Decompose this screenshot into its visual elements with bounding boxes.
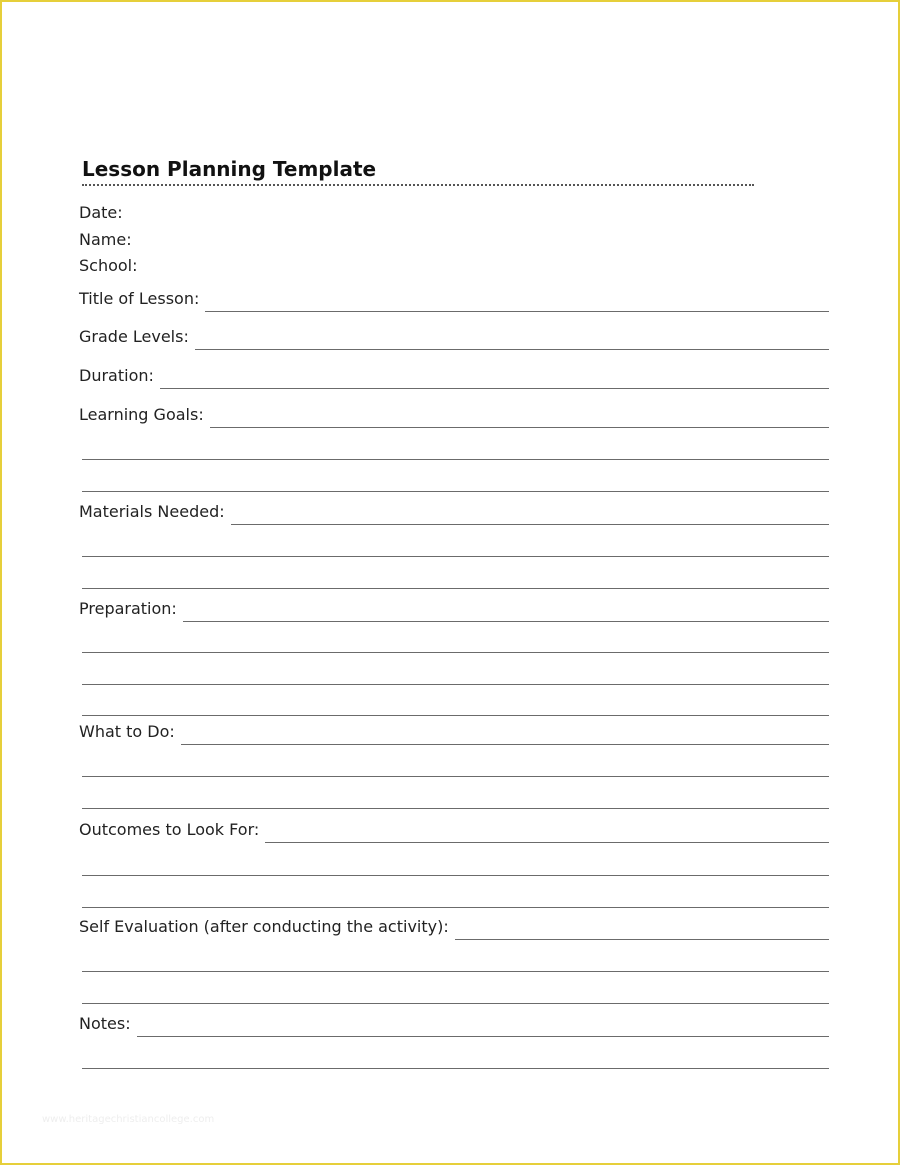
grade-levels-line[interactable]: [195, 349, 829, 350]
what-to-do-line[interactable]: [181, 744, 829, 745]
self-evaluation-label: Self Evaluation (after conducting the activity):: [79, 917, 449, 936]
school-label: School:: [79, 256, 138, 275]
learning-goals-extra-line[interactable]: [82, 459, 829, 460]
preparation-field[interactable]: [79, 600, 829, 622]
self-evaluation-line[interactable]: [455, 939, 829, 940]
title-dotted-rule: [82, 184, 754, 186]
date-label: Date:: [79, 203, 123, 222]
preparation-extra-line[interactable]: [82, 652, 829, 653]
outcomes-field[interactable]: [79, 821, 829, 843]
preparation-label: Preparation:: [79, 599, 177, 618]
outcomes-extra-line[interactable]: [82, 875, 829, 876]
self-evaluation-extra-line[interactable]: [82, 971, 829, 972]
notes-extra-line[interactable]: [82, 1068, 829, 1069]
preparation-extra-line[interactable]: [82, 715, 829, 716]
duration-label: Duration:: [79, 366, 154, 385]
watermark: www.heritagechristiancollege.com: [42, 1114, 215, 1125]
what-to-do-field[interactable]: [79, 723, 829, 745]
name-label: Name:: [79, 230, 132, 249]
materials-needed-label: Materials Needed:: [79, 502, 225, 521]
learning-goals-extra-line[interactable]: [82, 491, 829, 492]
what-to-do-label: What to Do:: [79, 722, 175, 741]
outcomes-label: Outcomes to Look For:: [79, 820, 260, 839]
materials-needed-extra-line[interactable]: [82, 556, 829, 557]
learning-goals-line[interactable]: [210, 427, 829, 428]
notes-label: Notes:: [79, 1014, 131, 1033]
learning-goals-label: Learning Goals:: [79, 405, 204, 424]
materials-needed-field[interactable]: [79, 503, 829, 525]
title-of-lesson-label: Title of Lesson:: [79, 289, 200, 308]
preparation-line[interactable]: [183, 621, 829, 622]
preparation-extra-line[interactable]: [82, 684, 829, 685]
page-title: Lesson Planning Template: [82, 157, 377, 181]
notes-field[interactable]: [79, 1015, 829, 1037]
what-to-do-extra-line[interactable]: [82, 808, 829, 809]
learning-goals-field[interactable]: [79, 406, 829, 428]
outcomes-line[interactable]: [265, 842, 829, 843]
what-to-do-extra-line[interactable]: [82, 776, 829, 777]
self-evaluation-extra-line[interactable]: [82, 1003, 829, 1004]
title-of-lesson-field[interactable]: [79, 290, 829, 312]
materials-needed-line[interactable]: [231, 524, 829, 525]
title-of-lesson-line[interactable]: [205, 311, 829, 312]
self-evaluation-field[interactable]: [79, 918, 829, 940]
outcomes-extra-line[interactable]: [82, 907, 829, 908]
notes-line[interactable]: [137, 1036, 829, 1037]
materials-needed-extra-line[interactable]: [82, 588, 829, 589]
grade-levels-field[interactable]: [79, 328, 829, 350]
grade-levels-label: Grade Levels:: [79, 327, 189, 346]
duration-field[interactable]: [79, 367, 829, 389]
duration-line[interactable]: [160, 388, 829, 389]
